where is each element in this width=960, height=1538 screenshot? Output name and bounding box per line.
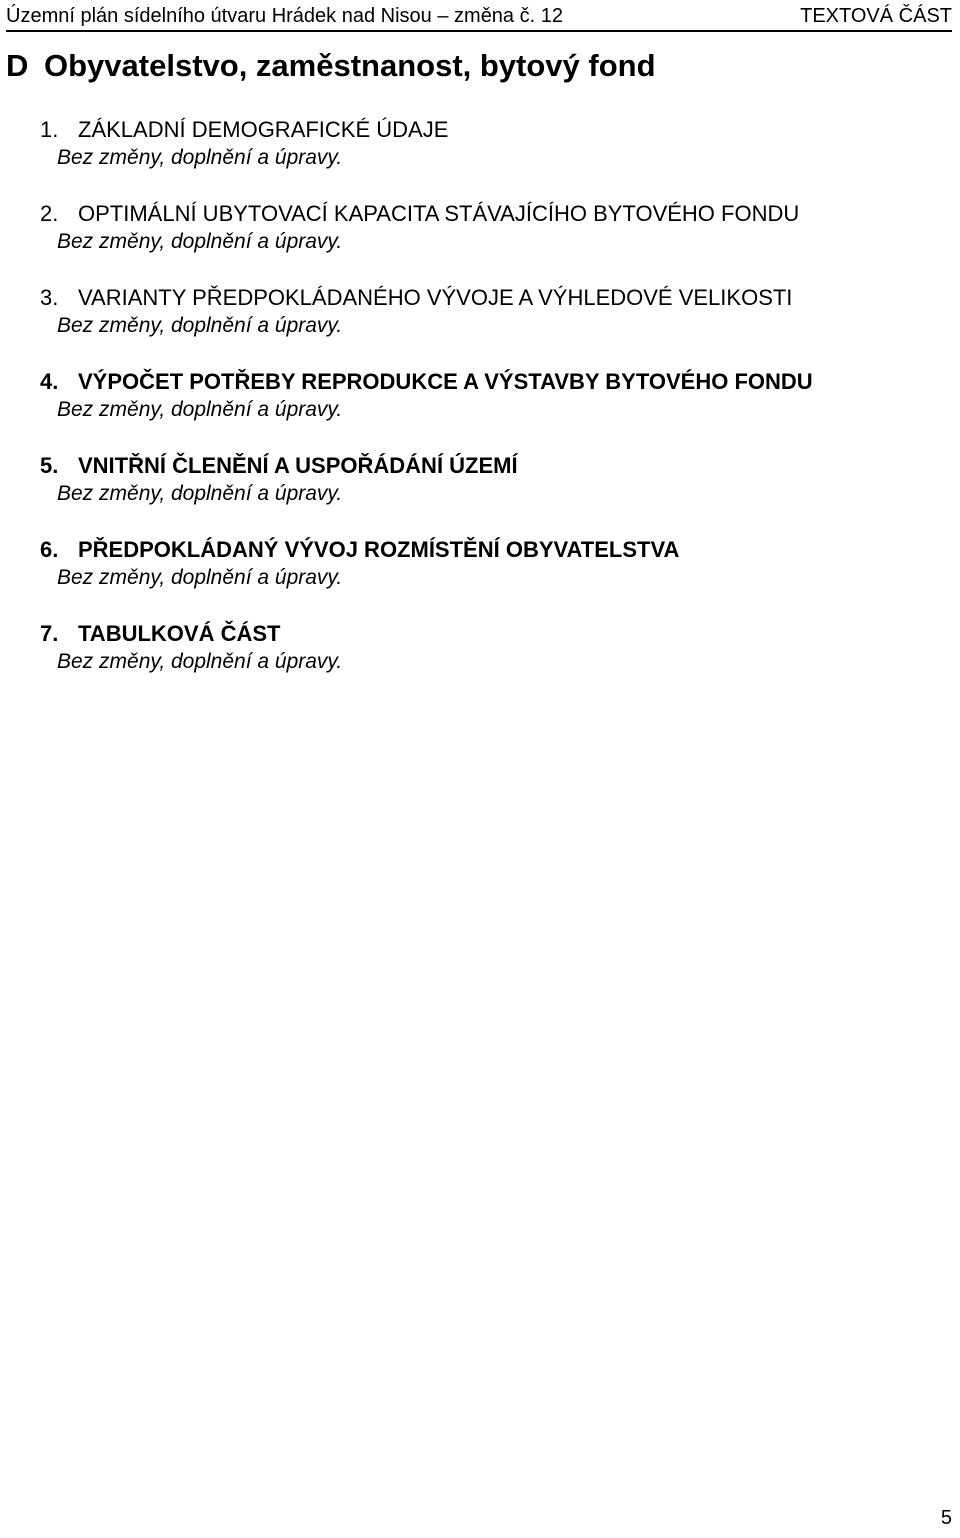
section-number: 3. xyxy=(40,285,59,310)
section-text: Bez změny, doplnění a úpravy. xyxy=(57,650,343,673)
section-title: PŘEDPOKLÁDANÝ VÝVOJ ROZMÍSTĚNÍ OBYVATELSTVA xyxy=(78,537,680,562)
section-number: 6. xyxy=(40,537,59,562)
section-text: Bez změny, doplnění a úpravy. xyxy=(57,314,343,337)
section-heading xyxy=(40,620,940,648)
section-number: 7. xyxy=(40,621,59,646)
section-text: Bez změny, doplnění a úpravy. xyxy=(57,230,343,253)
section-7 xyxy=(40,620,940,676)
page-number: 5 xyxy=(940,1507,952,1529)
section-title: VNITŘNÍ ČLENĚNÍ A USPOŘÁDÁNÍ ÚZEMÍ xyxy=(78,453,518,478)
section-heading xyxy=(40,116,940,144)
chapter-heading xyxy=(6,46,656,86)
section-title: VÝPOČET POTŘEBY REPRODUKCE A VÝSTAVBY BYTOVÉHO FONDU xyxy=(78,369,813,394)
chapter-letter: D xyxy=(6,48,29,83)
document-part-label: TEXTOVÁ ČÁST xyxy=(800,5,952,27)
section-text: Bez změny, doplnění a úpravy. xyxy=(57,566,343,589)
section-number: 4. xyxy=(40,369,59,394)
section-heading xyxy=(40,368,940,396)
section-4 xyxy=(40,368,940,424)
page-header xyxy=(6,4,952,32)
section-2 xyxy=(40,200,940,256)
section-heading xyxy=(40,536,940,564)
section-title: ZÁKLADNÍ DEMOGRAFICKÉ ÚDAJE xyxy=(78,117,449,142)
section-number: 2. xyxy=(40,201,59,226)
section-text: Bez změny, doplnění a úpravy. xyxy=(57,398,343,421)
section-5 xyxy=(40,452,940,508)
section-text: Bez změny, doplnění a úpravy. xyxy=(57,146,343,169)
document-title: Územní plán sídelního útvaru Hrádek nad Nisou – změna č. 12 xyxy=(6,5,563,27)
section-number: 1. xyxy=(40,117,59,142)
section-heading xyxy=(40,452,940,480)
section-heading xyxy=(40,284,940,312)
section-6 xyxy=(40,536,940,592)
section-title: OPTIMÁLNÍ UBYTOVACÍ KAPACITA STÁVAJÍCÍHO BYTOVÉHO FONDU xyxy=(78,201,800,226)
section-heading xyxy=(40,200,940,228)
chapter-title: Obyvatelstvo, zaměstnanost, bytový fond xyxy=(44,48,656,83)
section-title: TABULKOVÁ ČÁST xyxy=(78,621,281,646)
section-text: Bez změny, doplnění a úpravy. xyxy=(57,482,343,505)
section-3 xyxy=(40,284,940,340)
section-number: 5. xyxy=(40,453,59,478)
section-1 xyxy=(40,116,940,172)
section-title: VARIANTY PŘEDPOKLÁDANÉHO VÝVOJE A VÝHLEDOVÉ VELIKOSTI xyxy=(78,285,793,310)
